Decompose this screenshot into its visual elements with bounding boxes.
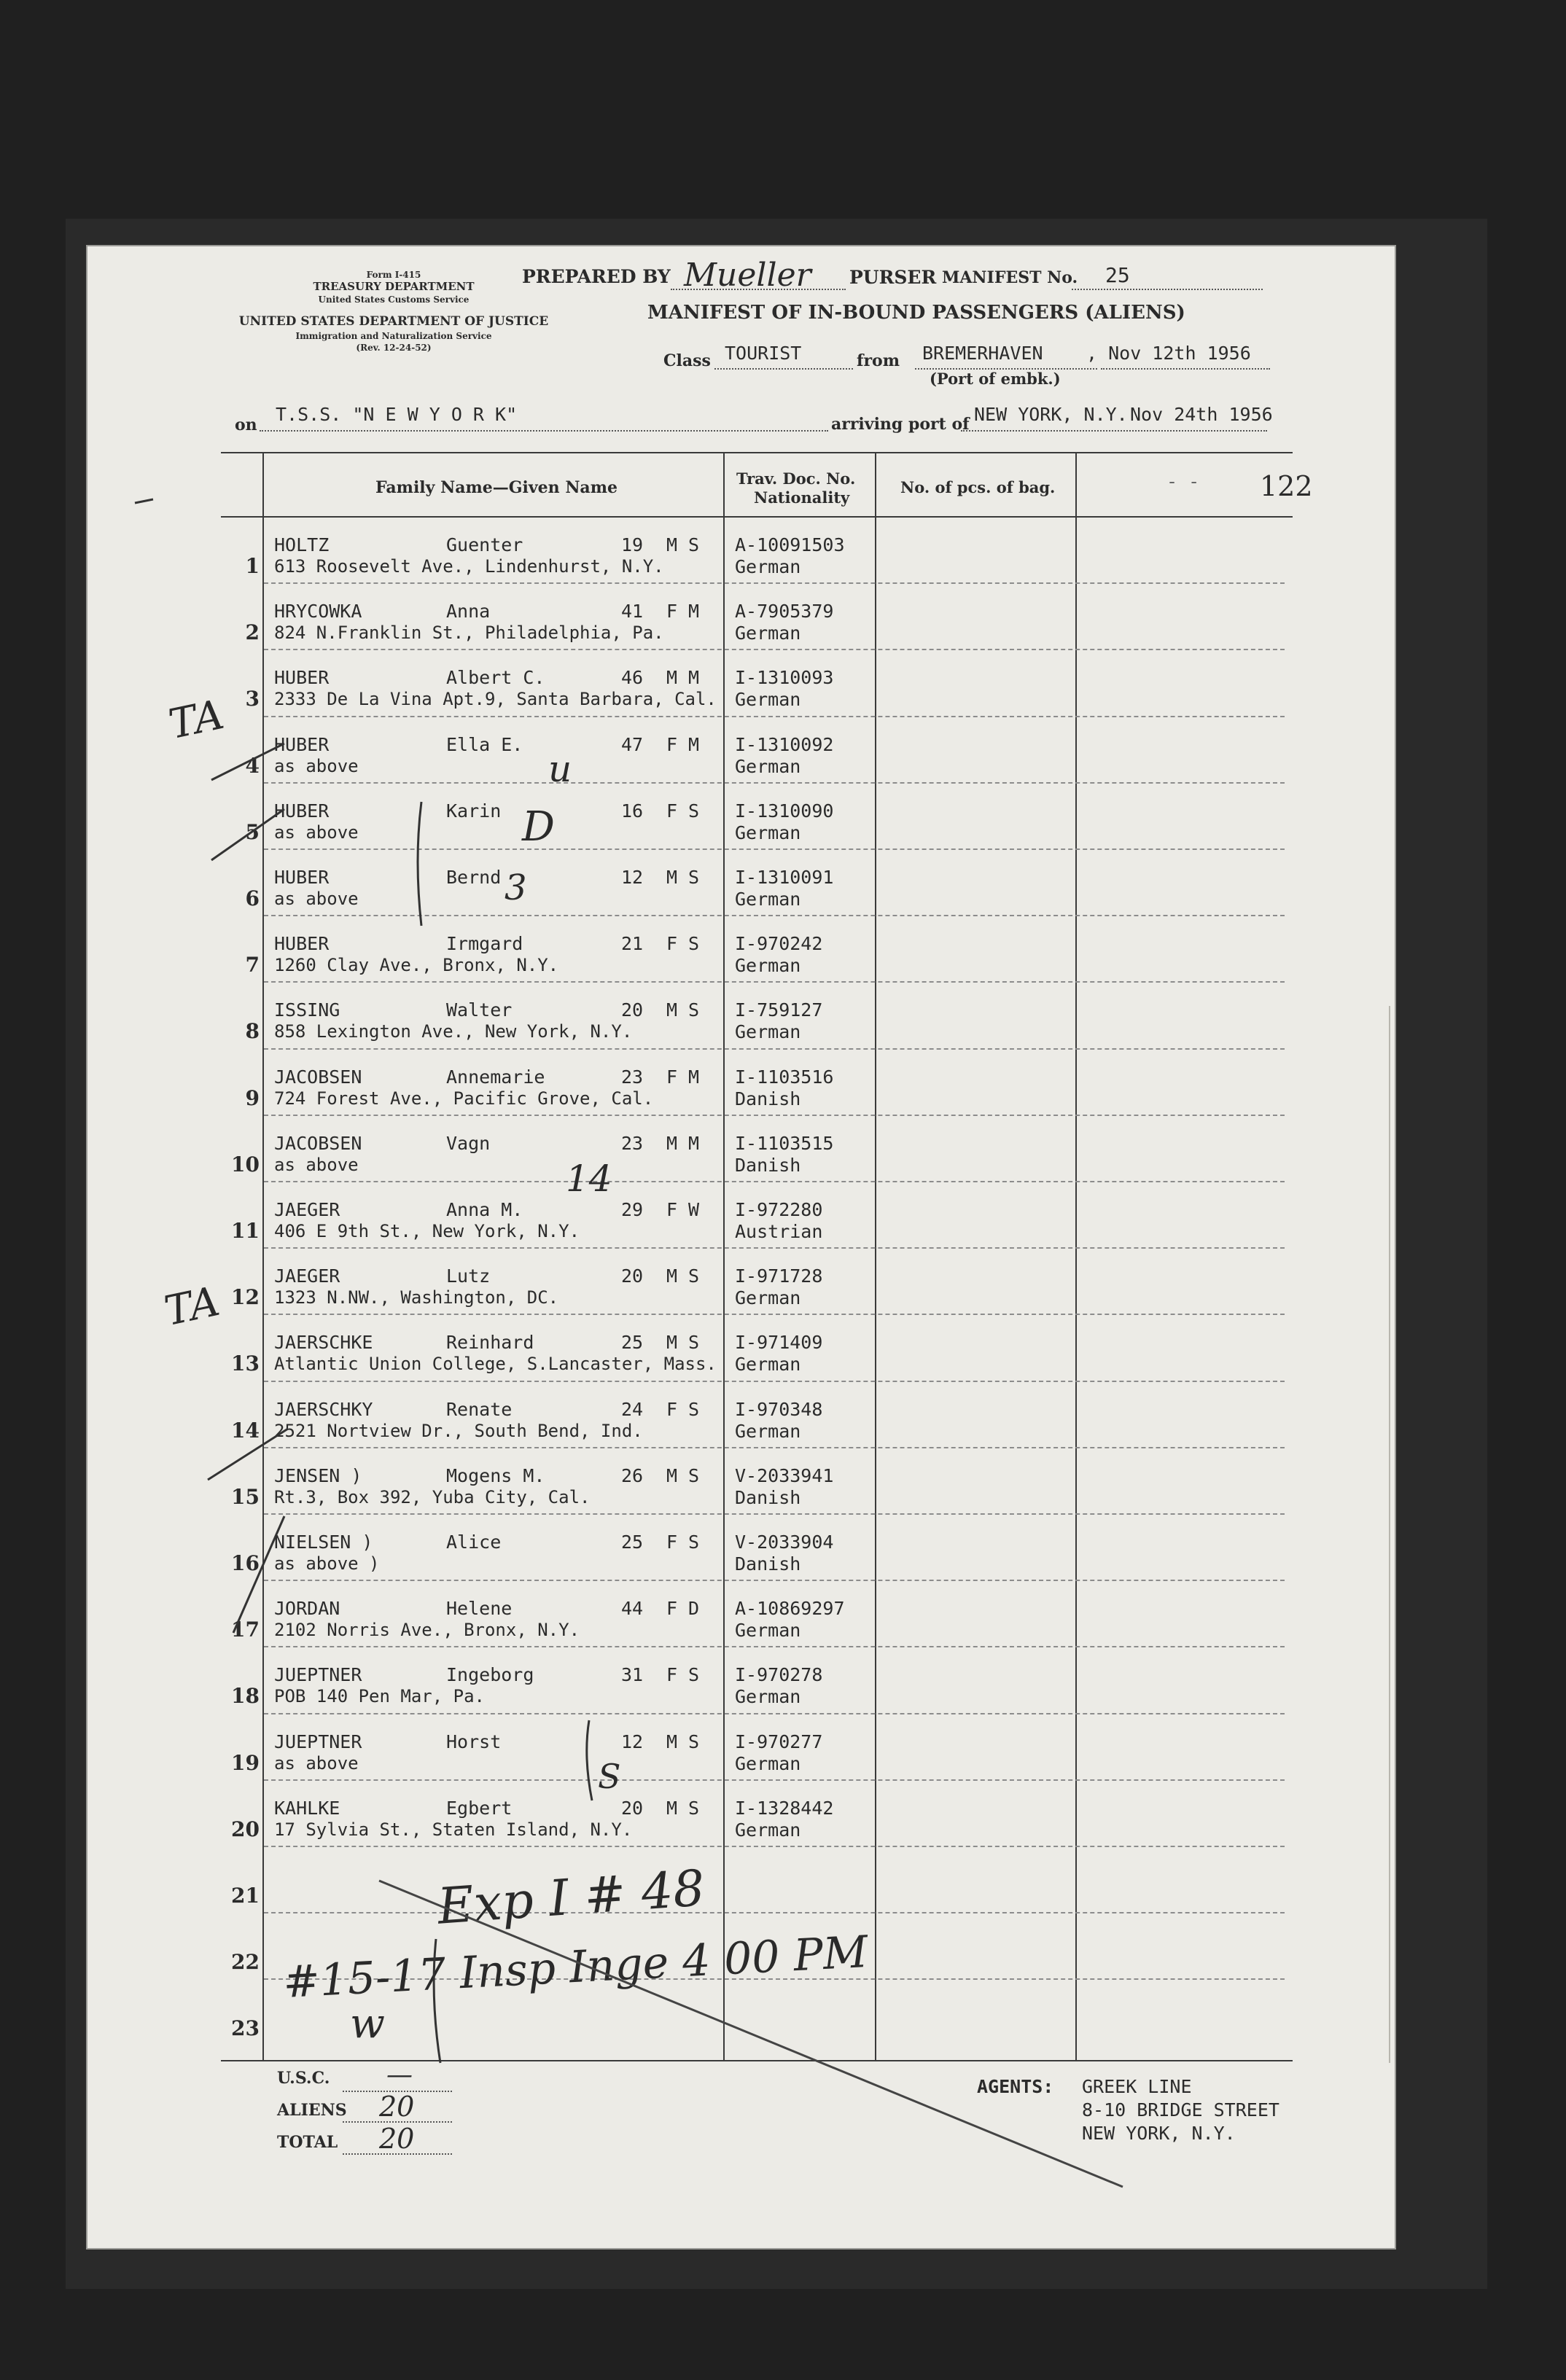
cross-out-stroke [379,1881,1123,2187]
marital-status: S [688,867,700,888]
marital-status: M [688,667,700,689]
given-name: Anna [446,601,491,623]
family-name: HUBER [274,667,330,689]
nationality: German [735,1752,801,1774]
bracket-stroke-bottom [434,1939,440,2063]
nationality: Danish [735,1486,801,1508]
nationality: German [735,556,801,577]
customs-service: United States Customs Service [318,294,470,305]
family-name: HRYCOWKA [274,601,362,623]
family-name: NIELSEN ) [274,1532,373,1553]
family-name: JAEGER [274,1265,340,1287]
row-number: 7 [245,953,260,978]
travel-document: I-1328442 [735,1797,834,1819]
given-name: Alice [446,1532,502,1553]
travel-document: I-971728 [735,1265,823,1287]
age: 29 [621,1199,644,1220]
marital-status: W [688,1199,700,1220]
bracket-stroke-lower [587,1720,592,1800]
nationality: German [735,1354,801,1376]
annotation-row23: w [350,2000,385,2048]
age: 16 [621,800,644,822]
check-mark-14 [208,1429,288,1480]
marital-status: S [688,1464,700,1486]
given-name: Helene [446,1598,513,1620]
row-number: 23 [231,2016,260,2041]
agents-line1: GREEK LINE [1082,2076,1192,2097]
marital-status: S [688,933,700,955]
class-value: TOURIST [725,343,802,364]
nationality: German [735,1287,801,1309]
travel-document: I-970278 [735,1664,823,1686]
nationality: German [735,1420,801,1442]
address: as above ) [274,1553,380,1574]
address: 406 E 9th St., New York, N.Y. [274,1221,580,1241]
usc-label: U.S.C. [277,2069,330,2088]
family-name: HUBER [274,800,330,822]
row-number: 3 [245,687,260,711]
from-value: BREMERHAVEN [922,343,1043,364]
sex: M [666,1797,678,1819]
sex: M [666,1265,678,1287]
col-header-doc: Trav. Doc. No. [736,469,856,488]
row-number: 17 [231,1618,260,1642]
annotation-row10: 14 [566,1158,612,1200]
row-number: 8 [245,1019,260,1044]
agents-line3: NEW YORK, N.Y. [1082,2123,1236,2144]
justice-dept: UNITED STATES DEPARTMENT OF JUSTICE [238,314,549,329]
nationality: German [735,1620,801,1642]
family-name: HOLTZ [274,534,330,555]
sex: M [666,1132,678,1154]
family-name: KAHLKE [274,1797,340,1819]
age: 20 [621,1797,644,1819]
travel-document: A-10869297 [735,1598,845,1620]
manifest-no-label: MANIFEST No. [942,268,1078,287]
arriving-port-value: NEW YORK, N.Y. [974,404,1128,425]
age: 24 [621,1398,644,1420]
marital-status: S [688,534,700,555]
agents-line2: 8-10 BRIDGE STREET [1082,2099,1279,2120]
row-number: 14 [231,1418,260,1443]
address: 724 Forest Ave., Pacific Grove, Cal. [274,1088,654,1109]
row-number: 4 [245,753,260,778]
given-name: Renate [446,1398,513,1420]
marital-status: M [688,1132,700,1154]
purser-label: PURSER [849,267,937,288]
sex: F [666,800,678,822]
given-name: Walter [446,999,513,1021]
family-name: JAERSCHKY [274,1398,373,1420]
given-name: Vagn [446,1132,491,1154]
aliens-label: ALIENS [277,2101,347,2120]
travel-document: I-970277 [735,1731,823,1752]
total-label: TOTAL [277,2133,338,2152]
address: as above [274,822,359,843]
family-name: JAERSCHKE [274,1332,373,1354]
marital-status: S [688,1731,700,1752]
sex: F [666,1199,678,1220]
row-number: 15 [231,1484,260,1509]
nationality: Danish [735,1553,801,1575]
family-name: JENSEN ) [274,1464,362,1486]
arrival-date: Nov 24th 1956 [1130,404,1273,425]
address: as above [274,755,359,776]
check-mark-5 [211,809,284,860]
given-name: Ingeborg [446,1664,534,1686]
aliens-value: 20 [379,2091,415,2123]
given-name: Horst [446,1731,502,1752]
row-number: 13 [231,1351,260,1376]
given-name: Reinhard [446,1332,534,1354]
age: 31 [621,1664,644,1686]
form-number: Form I-415 [366,270,421,280]
family-name: HUBER [274,933,330,955]
age: 25 [621,1332,644,1354]
bracket-stroke-upper [418,802,421,926]
form-revision: (Rev. 12-24-52) [356,343,432,353]
port-of-embarkation-label: (Port of embk.) [930,370,1061,388]
prepared-by-label: PREPARED BY [522,266,671,287]
address: 824 N.Franklin St., Philadelphia, Pa. [274,623,664,644]
given-name: Annemarie [446,1066,545,1088]
age: 44 [621,1598,644,1620]
given-name: Irmgard [446,933,523,955]
travel-document: A-10091503 [735,534,845,555]
travel-document: I-970348 [735,1398,823,1420]
row-number: 10 [231,1152,260,1177]
total-value: 20 [379,2123,415,2155]
marital-status: S [688,999,700,1021]
sex: M [666,867,678,888]
address: 2102 Norris Ave., Bronx, N.Y. [274,1620,580,1641]
nationality: German [735,623,801,644]
address: 613 Roosevelt Ave., Lindenhurst, N.Y. [274,556,664,577]
age: 47 [621,733,644,755]
address: Atlantic Union College, S.Lancaster, Mass. [274,1354,717,1375]
col-header-bags: No. of pcs. of bag. [900,478,1056,496]
given-name: Anna M. [446,1199,523,1220]
sex: F [666,1664,678,1686]
given-name: Karin [446,800,502,822]
annotation-row6: 3 [505,867,527,908]
sex: F [666,1532,678,1553]
address: Rt.3, Box 392, Yuba City, Cal. [274,1486,591,1507]
annotation-row19: S [598,1757,621,1796]
check-mark-16 [233,1516,284,1633]
given-name: Egbert [446,1797,513,1819]
sex: F [666,933,678,955]
row-number: 16 [231,1551,260,1575]
sex: F [666,733,678,755]
nationality: German [735,1819,801,1841]
sex: M [666,667,678,689]
manifest-title: MANIFEST OF IN-BOUND PASSENGERS (ALIENS) [647,302,1185,324]
travel-document: I-1310092 [735,733,834,755]
age: 12 [621,867,644,888]
row-number: 21 [231,1884,260,1908]
class-label: Class [663,351,711,370]
travel-document: I-1103516 [735,1066,834,1088]
row-number: 20 [231,1817,260,1841]
travel-document: A-7905379 [735,601,834,623]
sex: M [666,1332,678,1354]
arriving-port-label: arriving port of [831,415,970,434]
marital-status: M [688,1066,700,1088]
page-marks: - - [1166,471,1200,492]
address: as above [274,1154,359,1175]
margin-dash [135,499,153,503]
total-line [343,2153,452,2155]
marital-status: D [688,1598,700,1620]
sex: F [666,1066,678,1088]
row-number: 5 [245,819,260,844]
address: POB 140 Pen Mar, Pa. [274,1686,485,1707]
treasury-dept: TREASURY DEPARTMENT [313,280,475,293]
marital-status: S [688,1664,700,1686]
age: 23 [621,1132,644,1154]
address: 1323 N.NW., Washington, DC. [274,1287,559,1308]
family-name: HUBER [274,867,330,888]
row-number: 2 [245,620,260,645]
travel-document: V-2033904 [735,1532,834,1553]
family-name: JORDAN [274,1598,340,1620]
manifest-no-value: 25 [1105,263,1130,287]
sex: F [666,1398,678,1420]
annotation-ta-1: TA [165,690,228,749]
nationality: German [735,755,801,777]
age: 25 [621,1532,644,1553]
sex: F [666,1598,678,1620]
page-number: 122 [1260,470,1313,502]
travel-document: I-1310093 [735,667,834,689]
nationality: Danish [735,1154,801,1176]
marital-status: S [688,800,700,822]
travel-document: V-2033941 [735,1464,834,1486]
family-name: JUEPTNER [274,1731,362,1752]
marital-status: S [688,1332,700,1354]
sex: M [666,1464,678,1486]
annotation-ta-2: TA [160,1277,224,1336]
family-name: JACOBSEN [274,1066,362,1088]
nationality: German [735,822,801,843]
usc-value: — [386,2060,413,2090]
marital-status: S [688,1398,700,1420]
nationality: German [735,1686,801,1708]
travel-document: I-1310090 [735,800,834,822]
age: 21 [621,933,644,955]
sex: F [666,601,678,623]
agents-label: AGENTS: [977,2076,1054,2097]
given-name: Mogens M. [446,1464,545,1486]
nationality: German [735,1021,801,1043]
given-name: Lutz [446,1265,491,1287]
travel-document: I-972280 [735,1199,823,1220]
address: 2333 De La Vina Apt.9, Santa Barbara, Cal. [274,689,717,710]
given-name: Guenter [446,534,523,555]
age: 19 [621,534,644,555]
ins-service: Immigration and Naturalization Service [295,331,492,341]
annotation-row5: D [522,803,555,851]
marital-status: M [688,601,700,623]
check-mark-4 [211,744,284,780]
annotation-row22: #15-17 Insp Inge 4 00 PM [281,1927,870,2008]
marital-status: S [688,1797,700,1819]
address: 858 Lexington Ave., New York, N.Y. [274,1021,633,1042]
sex: M [666,1731,678,1752]
family-name: JUEPTNER [274,1664,362,1686]
family-name: ISSING [274,999,340,1021]
given-name: Ella E. [446,733,523,755]
travel-document: I-759127 [735,999,823,1021]
family-name: HUBER [274,733,330,755]
address: as above [274,1752,359,1774]
given-name: Albert C. [446,667,545,689]
row-number: 18 [231,1684,260,1709]
age: 41 [621,601,644,623]
row-number: 12 [231,1285,260,1310]
on-label: on [235,415,257,434]
family-name: JAEGER [274,1199,340,1220]
marital-status: S [688,1265,700,1287]
nationality: German [735,955,801,977]
row-number: 22 [231,1950,260,1975]
address: as above [274,889,359,909]
nationality: German [735,889,801,910]
sex: M [666,999,678,1021]
ship-name: T.S.S. "N E W Y O R K" [276,404,518,425]
address: 2521 Nortview Dr., South Bend, Ind. [274,1420,643,1441]
annotation-row4: u [548,748,572,790]
from-label: from [857,351,900,370]
given-name: Bernd [446,867,502,888]
row-number: 19 [231,1750,260,1775]
col-header-nationality: Nationality [754,488,850,507]
age: 12 [621,1731,644,1752]
annotation-row21: Exp I # 48 [435,1860,707,1936]
travel-document: I-971409 [735,1332,823,1354]
marital-status: M [688,733,700,755]
row-number: 11 [231,1219,260,1243]
nationality: Austrian [735,1221,823,1242]
nationality: Danish [735,1088,801,1109]
nationality: German [735,689,801,711]
sex: M [666,534,678,555]
address: 1260 Clay Ave., Bronx, N.Y. [274,955,559,976]
age: 20 [621,999,644,1021]
marital-status: S [688,1532,700,1553]
row-number: 9 [245,1085,260,1110]
address: 17 Sylvia St., Staten Island, N.Y. [274,1819,633,1840]
age: 20 [621,1265,644,1287]
age: 23 [621,1066,644,1088]
travel-document: I-970242 [735,933,823,955]
family-name: JACOBSEN [274,1132,362,1154]
row-number: 1 [245,554,260,578]
preparer-signature: Mueller [684,257,811,294]
age: 46 [621,667,644,689]
departure-date: , Nov 12th 1956 [1086,343,1251,364]
row-number: 6 [245,886,260,910]
travel-document: I-1103515 [735,1132,834,1154]
col-header-name: Family Name—Given Name [375,478,618,497]
travel-document: I-1310091 [735,867,834,888]
age: 26 [621,1464,644,1486]
